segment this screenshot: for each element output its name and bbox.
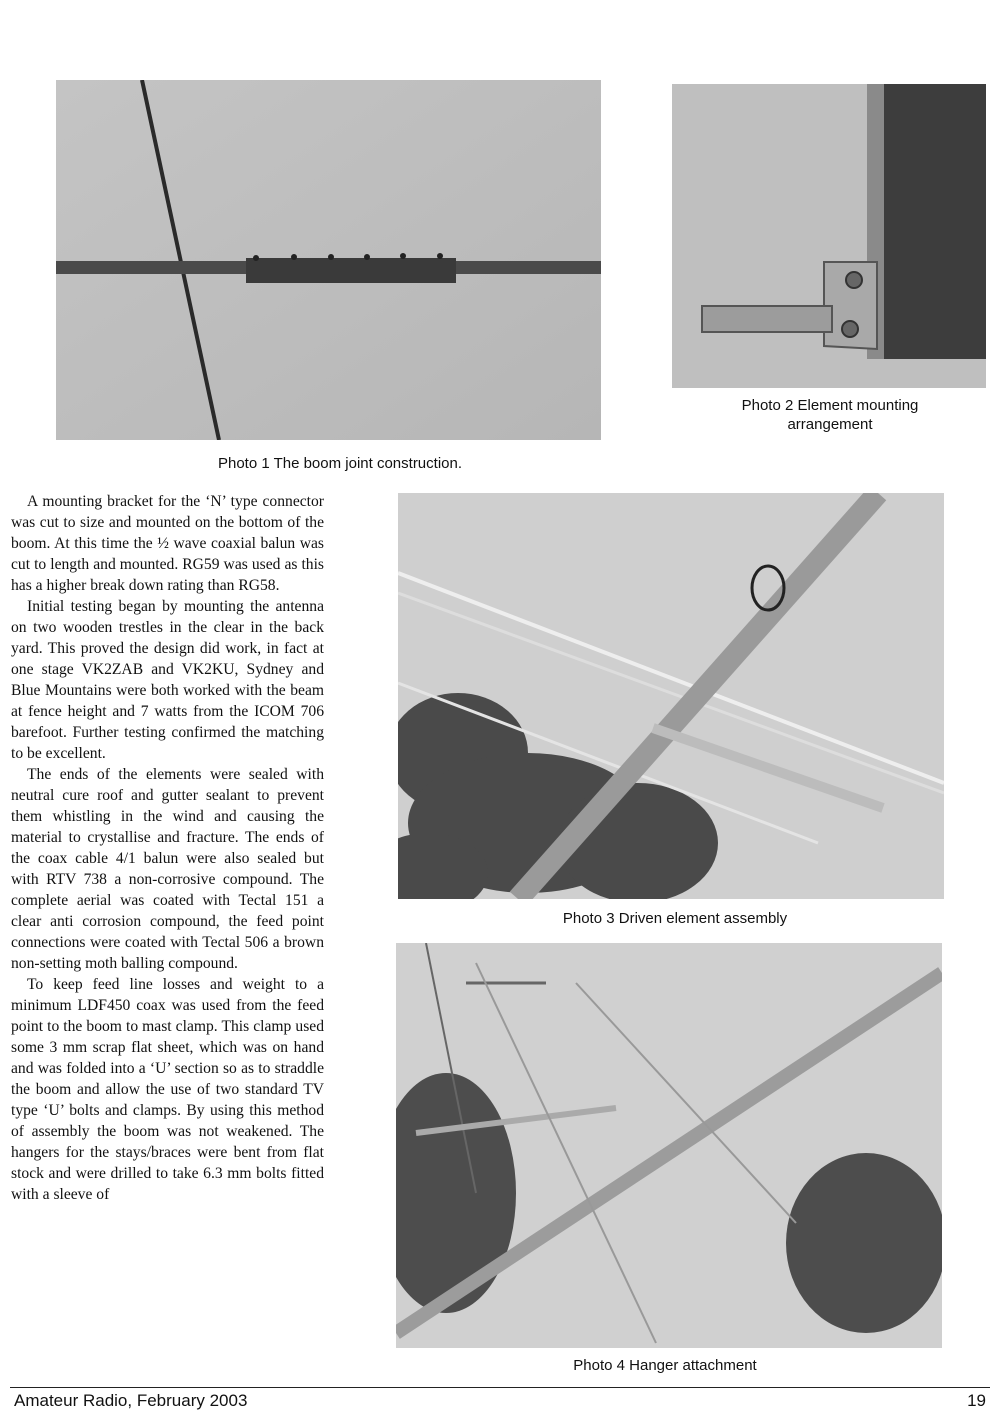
- photo2-caption-line1: Photo 2 Element mounting: [741, 397, 919, 414]
- photo-boom-joint: [56, 80, 601, 440]
- footer-divider: [10, 1387, 990, 1388]
- article-paragraph: To keep feed line losses and weight to a minimum LDF450 coax was used from the feed point to the boom to mast clamp. This clamp used some 3 mm scrap flat sheet, which was on hand and was folded into a ‘U’ section so as to straddle the boom and allow the use of two standard TV type ‘U’ bolts and clamps. By using this method of assembly the boom was not weakened. The hangers for the stays/braces were bent from flat stock and were drilled to take 6.3 mm bolts fitted with a sleeve of: [11, 976, 324, 1203]
- photo2-caption: [700, 396, 960, 434]
- photo3-caption: Photo 3 Driven element assembly: [562, 910, 788, 927]
- photo-hanger-attachment: [396, 943, 942, 1348]
- article-paragraph: A mounting bracket for the ‘N’ type connector was cut to size and mounted on the bottom of the boom. At this time the ½ wave coaxial balun was cut to length and mounted. RG59 was used as this has a higher break down rating than RG58.: [11, 493, 324, 594]
- photo-element-mounting: [672, 84, 986, 388]
- article-body: [11, 491, 324, 1205]
- photo4-caption: Photo 4 Hanger attachment: [573, 1357, 757, 1374]
- article-paragraph: Initial testing began by mounting the antenna on two wooden trestles in the clear in the back yard. This proved the design did work, in fact at one stage VK2ZAB and VK2KU, Sydney and Blue Mountains were both worked with the beam at fence height and 7 watts from the ICOM 706 barefoot. Further testing confirmed the matching to be excellent.: [11, 598, 324, 762]
- footer-publication: Amateur Radio, February 2003: [14, 1391, 248, 1410]
- photo2-caption-line2: arrangement: [787, 416, 873, 433]
- footer-page-number: 19: [967, 1391, 986, 1410]
- article-paragraph: The ends of the elements were sealed with neutral cure roof and gutter sealant to prevent them whistling in the wind and causing the material to crystallise and fracture. The ends of the coax cable 4/1 balun were also sealed but with RTV 738 a non-corrosive compound. The complete aerial was coated with Tectal 151 a clear anti corrosion compound, the feed point connections were coated with Tectal 506 a brown non-setting moth balling compound.: [11, 766, 324, 972]
- photo1-caption: Photo 1 The boom joint construction.: [217, 455, 463, 472]
- photo-driven-element: [398, 493, 944, 899]
